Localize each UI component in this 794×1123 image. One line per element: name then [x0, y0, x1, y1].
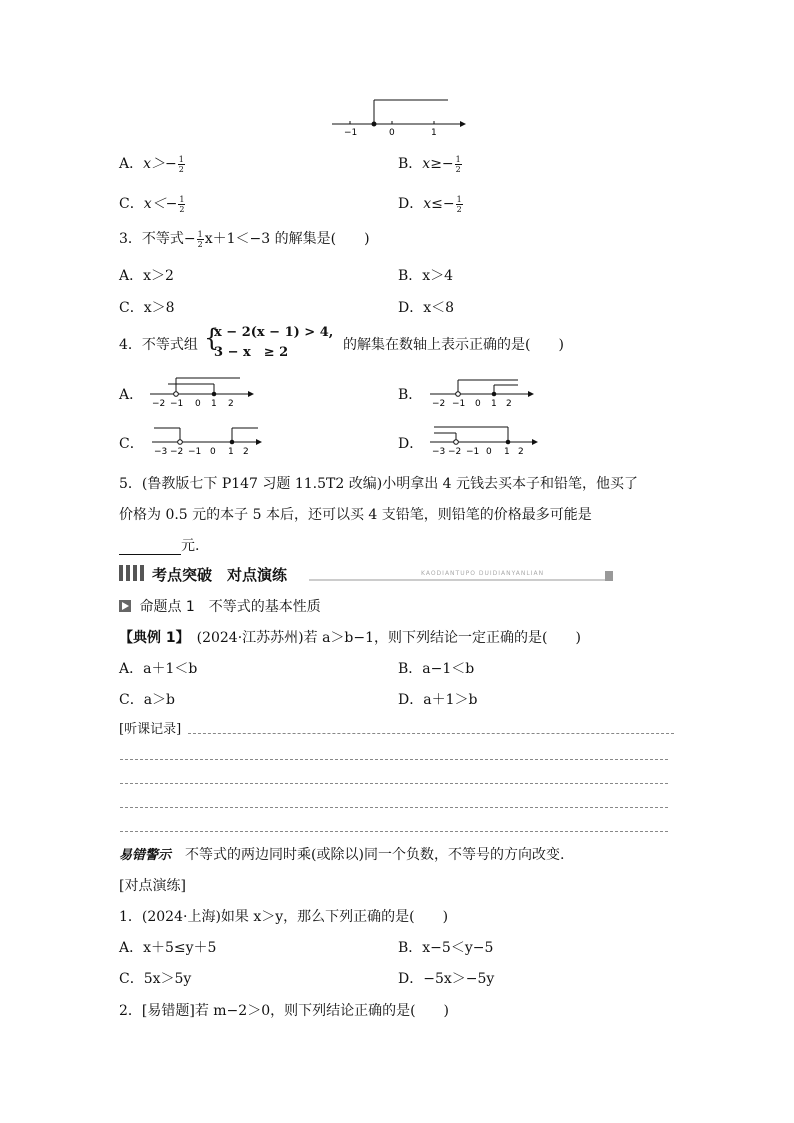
- tick-label: −3: [432, 447, 446, 456]
- system-line-2: 3 − x ≥ 2: [214, 345, 289, 360]
- fraction: $\frac{1}{2}$: [179, 194, 185, 214]
- tick-label: −2: [170, 447, 184, 456]
- fraction: $\frac{1}{2}$: [456, 194, 462, 214]
- option-b[interactable]: B．x＞4: [398, 268, 454, 284]
- option-b[interactable]: B．: [398, 387, 423, 403]
- option-d[interactable]: D．x＜8: [398, 300, 455, 316]
- tick-label: −1: [344, 128, 358, 136]
- option-expr: x＞−: [143, 156, 177, 172]
- topic-heading: [119, 596, 321, 616]
- option-c[interactable]: [119, 193, 186, 214]
- system-line-1: x − 2(x − 1) > 4,: [214, 325, 334, 340]
- tick-label: 1: [228, 447, 234, 456]
- option-c[interactable]: C．: [119, 436, 144, 452]
- option-letter: C．: [119, 196, 144, 212]
- example-1-stem: 【典例 1】 (2024·江苏苏州)若 a＞b−1，则下列结论一定正确的是( ): [119, 630, 581, 646]
- practice-1-stem: 1．(2024·上海)如果 x＞y，那么下列正确的是( ): [119, 909, 449, 925]
- number-line-b: [428, 372, 536, 408]
- play-icon: [119, 600, 131, 612]
- tick-label: 2: [506, 399, 512, 408]
- tick-label: −2: [152, 399, 166, 408]
- option-a[interactable]: A．: [119, 387, 144, 403]
- option-a[interactable]: A．x＋5≤y＋5: [119, 940, 217, 956]
- option-d[interactable]: D．: [398, 436, 424, 452]
- option-expr: x＜−: [143, 196, 178, 212]
- note-line[interactable]: [120, 831, 668, 832]
- tick-label: 2: [243, 447, 249, 456]
- option-letter: D．: [398, 196, 424, 212]
- tick-label: 0: [195, 399, 201, 408]
- practice-2-stem: 2．[易错题]若 m−2＞0，则下列结论正确的是( ): [119, 1003, 450, 1019]
- tick-label: 2: [518, 447, 524, 456]
- section-title: 考点突破 对点演练: [152, 566, 288, 584]
- option-b[interactable]: [398, 153, 463, 174]
- tick-label: −2: [448, 447, 462, 456]
- option-c[interactable]: C．5x＞5y: [119, 971, 192, 987]
- tick-label: −1: [452, 399, 466, 408]
- option-d[interactable]: D．−5x＞−5y: [398, 971, 495, 987]
- option-d[interactable]: D．a＋1＞b: [398, 692, 478, 708]
- fraction: $\frac{1}{2}$: [178, 154, 184, 174]
- tick-label: 1: [504, 447, 510, 456]
- question-5-line-3: 元.: [119, 535, 199, 555]
- warning-label: 易错警示: [119, 848, 172, 863]
- tick-label: −1: [188, 447, 202, 456]
- top-number-line: [330, 96, 466, 136]
- fraction: $\frac{1}{2}$: [455, 154, 461, 174]
- note-line[interactable]: [120, 759, 668, 760]
- notes-label: [听课记录]: [119, 722, 182, 737]
- note-line[interactable]: [120, 807, 668, 808]
- tick-label: 0: [486, 447, 492, 456]
- option-expr: x≤−: [423, 196, 455, 212]
- topic-label: 命题点 1 不等式的基本性质: [139, 599, 321, 615]
- tick-label: 0: [210, 447, 216, 456]
- option-expr: x≥−: [422, 156, 454, 172]
- option-c[interactable]: C．a＞b: [119, 692, 176, 708]
- question-3-stem: 3．不等式− $\frac{1}{2}$ x＋1＜−3 的解集是( ): [119, 229, 370, 249]
- option-a[interactable]: A．x＞2: [119, 268, 174, 284]
- tick-label: −1: [466, 447, 480, 456]
- number-line-c: [150, 420, 264, 456]
- tick-label: 1: [491, 399, 497, 408]
- section-pinyin: KAODIANTUPO DUIDIANYANLIAN: [421, 570, 545, 577]
- option-d[interactable]: [398, 193, 464, 214]
- warning-text: 不等式的两边同时乘(或除以)同一个负数，不等号的方向改变.: [171, 847, 565, 863]
- question-4-prefix: 4．不等式组: [119, 337, 198, 353]
- question-4-suffix: 的解集在数轴上表示正确的是( ): [343, 337, 564, 353]
- tick-label: 0: [389, 128, 395, 136]
- option-letter: A．: [119, 156, 144, 172]
- number-line-d: [428, 420, 540, 456]
- option-a[interactable]: A．a＋1＜b: [119, 661, 198, 677]
- note-line[interactable]: [188, 733, 674, 734]
- option-b[interactable]: B．a−1＜b: [398, 661, 475, 677]
- tick-label: 0: [475, 399, 481, 408]
- tick-label: −3: [154, 447, 168, 456]
- tick-label: 2: [228, 399, 234, 408]
- section-header: [119, 563, 613, 583]
- tick-label: −2: [432, 399, 446, 408]
- brace: {: [204, 324, 220, 352]
- option-c[interactable]: C．x＞8: [119, 300, 175, 316]
- answer-blank[interactable]: [119, 540, 181, 555]
- warning-note: [119, 844, 564, 864]
- tick-label: −1: [170, 399, 184, 408]
- option-a[interactable]: [119, 153, 186, 174]
- question-5-line-2: 价格为 0.5 元的本子 5 本后，还可以买 4 支铅笔，则铅笔的价格最多可能是: [119, 507, 592, 523]
- tick-label: 1: [431, 128, 437, 136]
- tick-label: 1: [211, 399, 217, 408]
- practice-label: [对点演练]: [119, 878, 186, 894]
- option-b[interactable]: B．x−5＜y−5: [398, 940, 494, 956]
- number-line-a: [148, 372, 256, 408]
- note-line[interactable]: [120, 783, 668, 784]
- question-5-line-1: 5．(鲁教版七下 P147 习题 11.5T2 改编)小明拿出 4 元钱去买本子和铅笔，他买了: [119, 476, 638, 492]
- option-letter: B．: [398, 156, 423, 172]
